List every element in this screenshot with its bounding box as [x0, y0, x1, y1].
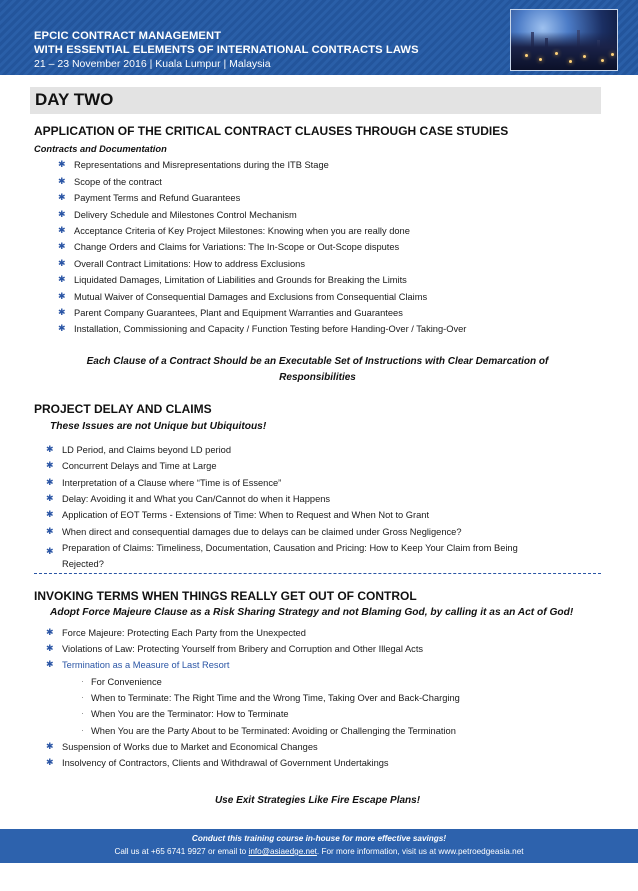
list-item: ✱ Mutual Waiver of Consequential Damages and Exclusions from Consequential Claims	[58, 291, 428, 302]
list-item: ✱ Delay: Avoiding it and What you Can/Cannot do when it Happens	[46, 493, 331, 504]
dot-bullet-icon: ·	[81, 692, 84, 702]
asterisk-bullet-icon: ✱	[58, 291, 66, 301]
list-item: ✱ Insolvency of Contractors, Clients and Withdrawal of Government Undertakings	[46, 757, 389, 768]
list-item: ✱ Force Majeure: Protecting Each Party from the Unexpected	[46, 627, 306, 638]
refinery-photo-icon	[510, 9, 618, 71]
section1-title: APPLICATION OF THE CRITICAL CONTRACT CLAUSES THROUGH CASE STUDIES	[34, 124, 509, 138]
section1-subtitle: Contracts and Documentation	[34, 144, 167, 154]
asterisk-bullet-icon: ✱	[46, 741, 54, 751]
asterisk-bullet-icon: ✱	[58, 225, 66, 235]
list-item: ✱ Concurrent Delays and Time at Large	[46, 460, 217, 471]
course-title-line2: WITH ESSENTIAL ELEMENTS OF INTERNATIONAL CONTRACTS LAWS	[34, 44, 419, 56]
day-title-bar	[30, 87, 601, 114]
dot-bullet-icon: ·	[81, 725, 84, 735]
list-item: ✱ When direct and consequential damages due to delays can be claimed under Gross Negligence?	[46, 526, 462, 537]
asterisk-bullet-icon: ✱	[58, 258, 66, 268]
list-item: ✱ Application of EOT Terms - Extensions of Time: When to Request and When Not to Grant	[46, 509, 430, 520]
asterisk-bullet-icon: ✱	[46, 659, 54, 669]
sub-list-item: · When You are the Terminator: How to Terminate	[81, 708, 289, 719]
asterisk-bullet-icon: ✱	[46, 627, 54, 637]
list-item: ✱ Representations and Misrepresentations during the ITB Stage	[58, 159, 329, 170]
asterisk-bullet-icon: ✱	[46, 546, 54, 556]
list-item: ✱ Violations of Law: Protecting Yourself from Bribery and Corruption and Other Illegal Acts	[46, 643, 424, 654]
sub-list-item: · For Convenience	[81, 676, 162, 687]
sub-list-item: · When to Terminate: The Right Time and the Wrong Time, Taking Over and Back-Charging	[81, 692, 460, 703]
asterisk-bullet-icon: ✱	[58, 274, 66, 284]
list-item: ✱ Preparation of Claims: Timeliness, Documentation, Causation and Pricing: How to Keep Your Claim from Being Rejected?	[46, 543, 518, 569]
list-item: ✱ Acceptance Criteria of Key Project Milestones: Knowing when you are really done	[58, 225, 410, 236]
section1-closing: Each Clause of a Contract Should be an Executable Set of Instructions with Clear Demarcation of Responsibilities	[86, 356, 549, 383]
list-item: ✱ Parent Company Guarantees, Plant and Equipment Warranties and Guarantees	[58, 307, 403, 318]
course-title-line1: EPCIC CONTRACT MANAGEMENT	[34, 30, 222, 42]
asterisk-bullet-icon: ✱	[46, 757, 54, 767]
list-item: ✱ Interpretation of a Clause where “Time is of Essence”	[46, 477, 282, 488]
asterisk-bullet-icon: ✱	[58, 209, 66, 219]
dot-bullet-icon: ·	[81, 708, 84, 718]
asterisk-bullet-icon: ✱	[46, 509, 54, 519]
list-item: ✱ Payment Terms and Refund Guarantees	[58, 192, 241, 203]
list-item: ✱ Suspension of Works due to Market and Economical Changes	[46, 741, 318, 752]
list-item: ✱ Overall Contract Limitations: How to address Exclusions	[58, 258, 305, 269]
asterisk-bullet-icon: ✱	[46, 444, 54, 454]
dot-bullet-icon: ·	[81, 676, 84, 686]
list-item: ✱ Scope of the contract	[58, 176, 162, 187]
sub-list-item: · When You are the Party About to be Terminated: Avoiding or Challenging the Termination	[81, 725, 456, 736]
list-item: ✱ Installation, Commissioning and Capacity / Function Testing before Handing-Over / Taking-Over	[58, 323, 467, 334]
course-date-location: 21 – 23 November 2016 | Kuala Lumpur | Malaysia	[34, 58, 271, 70]
header-banner	[0, 0, 638, 75]
section2-title: PROJECT DELAY AND CLAIMS	[34, 402, 212, 416]
asterisk-bullet-icon: ✱	[46, 477, 54, 487]
list-item: ✱ Change Orders and Claims for Variations: The In-Scope or Out-Scope disputes	[58, 241, 400, 252]
asterisk-bullet-icon: ✱	[58, 241, 66, 251]
section3-closing: Use Exit Strategies Like Fire Escape Plans!	[214, 795, 421, 806]
asterisk-bullet-icon: ✱	[58, 307, 66, 317]
list-item: ✱ LD Period, and Claims beyond LD period	[46, 444, 231, 455]
section3-title: INVOKING TERMS WHEN THINGS REALLY GET OUT OF CONTROL	[34, 589, 417, 603]
list-item: ✱ Liquidated Damages, Limitation of Liabilities and Grounds for Breaking the Limits	[58, 274, 407, 285]
list-item: ✱ Termination as a Measure of Last Resort	[46, 659, 230, 670]
asterisk-bullet-icon: ✱	[46, 460, 54, 470]
footer-contact: Call us at +65 6741 9927 or email to info@asiaedge.net. For more information, visit us at www.petroedgeasia.net	[114, 847, 524, 856]
asterisk-bullet-icon: ✱	[58, 159, 66, 169]
asterisk-bullet-icon: ✱	[58, 323, 66, 333]
section3-subtitle: Adopt Force Majeure Clause as a Risk Sharing Strategy and not Blaming God, by calling it as an Act of God!	[50, 607, 574, 618]
email-link[interactable]: info@asiaedge.net	[248, 847, 317, 856]
asterisk-bullet-icon: ✱	[46, 493, 54, 503]
section2-subtitle: These Issues are not Unique but Ubiquitous!	[50, 421, 267, 432]
asterisk-bullet-icon: ✱	[58, 176, 66, 186]
asterisk-bullet-icon: ✱	[46, 643, 54, 653]
footer-banner	[0, 829, 638, 863]
asterisk-bullet-icon: ✱	[46, 526, 54, 536]
day-title: DAY TWO	[35, 90, 114, 109]
asterisk-bullet-icon: ✱	[58, 192, 66, 202]
footer-promo: Conduct this training course in-house for more effective savings!	[191, 834, 447, 843]
list-item: ✱ Delivery Schedule and Milestones Control Mechanism	[58, 209, 297, 220]
section-divider	[34, 573, 601, 574]
